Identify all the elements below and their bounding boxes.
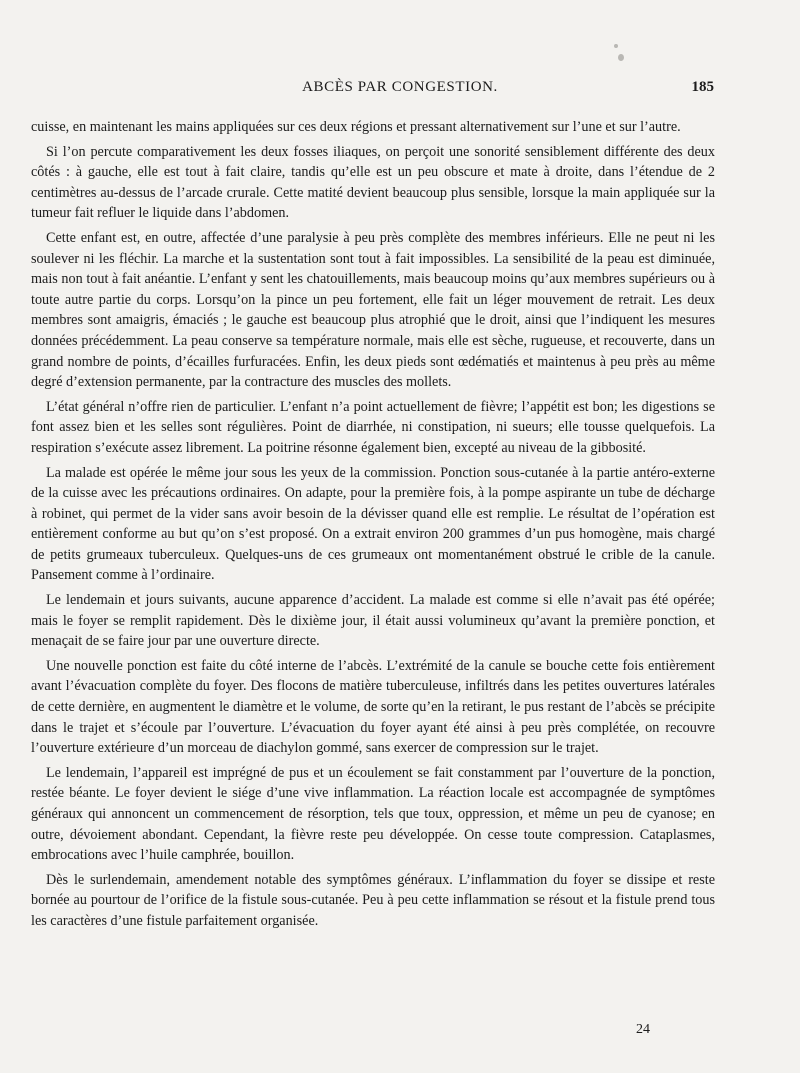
paragraph: Cette enfant est, en outre, affectée d’une paralysie à peu près complète des membres inférieurs. Elle ne peut ni les soulever ni les fléchir. La marche et la sustentation sont tout à fait impossibles. La sensibilité de la peau est diminuée, mais non tout à fait anéantie. L’enfant y sent les chatouillements, mais beaucoup moins qu’aux membres supérieurs ou à toute autre partie du corps. Lorsqu’on la pince un peu fortement, elle fait un léger mouvement de retrait. Les deux membres sont amaigris, émaciés ; le gauche est beaucoup plus atrophié que le droit, ainsi que l’indiquent les mesures données précédemment. La peau conserve sa température normale, mais elle est sèche, rugueuse, et recouverte, dans un grand nombre de points, d’écailles furfuracées. Enfin, les deux pieds sont œdématiés et maintenus à peu près au même degré d’extension permanente, par la contracture des muscles des mollets. <box>31 229 715 391</box>
paragraph: Dès le surlendemain, amendement notable des symptômes généraux. L’inflammation du foyer se dissipe et reste bornée au pourtour de l’orifice de la fistule sous-cutanée. Peu à peu cette inflammation se résout et la fistule prend tous les caractères d’une fistule parfaitement organisée. <box>31 871 715 929</box>
paragraph: Si l’on percute comparativement les deux fosses iliaques, on perçoit une sonorité sensiblement différente des deux côtés : à gauche, elle est tout à fait claire, tandis qu’elle est un peu obscure et mate à droite, dans l’étendue de 2 centimètres au-dessus de l’arcade crurale. Cette matité devient beaucoup plus sensible, lorsque la main appliquée sur la tumeur fait refluer le liquide dans l’abdomen. <box>31 143 715 222</box>
running-title: ABCÈS PAR CONGESTION. <box>302 79 498 95</box>
ink-speck <box>618 54 624 61</box>
ink-speck <box>614 44 618 48</box>
paragraph: Le lendemain, l’appareil est imprégné de pus et un écoulement se fait constamment par l’ouverture de la ponction, restée béante. Le foyer devient le siége d’une vive inflammation. La réaction locale est accompagnée de symptômes généraux qui annoncent un commencement de résorption, tels que toux, oppression, et même un peu de cyanose; en outre, dévoiement abondant. Cependant, la fièvre reste peu développée. On cesse toute compression. Cataplasmes, embrocations avec l’huile camphrée, bouillon. <box>31 764 715 864</box>
page-number: 185 <box>691 79 714 95</box>
paragraph: L’état général n’offre rien de particulier. L’enfant n’a point actuellement de fièvre; l’appétit est bon; les digestions se font assez bien et les selles sont régulières. Point de diarrhée, ni constipation, ni sueurs; elle tousse quelquefois. La respiration s’exécute assez librement. La poitrine résonne également bien, excepté au niveau de la gibbosité. <box>31 398 715 456</box>
paragraph: Le lendemain et jours suivants, aucune apparence d’accident. La malade est comme si elle n’avait pas été opérée; mais le foyer se remplit rapidement. Dès le dixième jour, il était aussi volumineux qu’avant la première ponction, et menaçait de se faire jour par une ouverture directe. <box>31 592 715 650</box>
paragraph: cuisse, en maintenant les mains appliquées sur ces deux régions et pressant alternativement sur l’une et sur l’autre. <box>31 119 681 135</box>
paragraph: La malade est opérée le même jour sous les yeux de la commission. Ponction sous-cutanée à la partie antéro-externe de la cuisse avec les précautions ordinaires. On adapte, pour la première fois, à la pompe aspirante un tube de décharge à robinet, qui permet de la vider sans avoir besoin de la dévisser quand elle est remplie. Le résultat de l’opération est entièrement conforme au but qu’on s’est proposé. On a extrait environ 200 grammes d’un pus homogène, mais chargé de petits grumeaux tuberculeux. Quelques-uns de ces grumeaux ont momentanément obstrué le crible de la canule. Pansement comme à l’ordinaire. <box>31 464 715 584</box>
paragraph: Une nouvelle ponction est faite du côté interne de l’abcès. L’extrémité de la canule se bouche cette fois entièrement avant l’évacuation complète du foyer. Des flocons de matière tuberculeuse, infiltrés dans les petites ouvertures latérales de cette dernière, en augmentent le diamètre et le volume, de sorte qu’en la retirant, le pus restant de l’abcès se précipite dans le trajet et s’écoule par l’ouverture. L’évacuation du foyer ayant été ainsi à peu près complétée, on recouvre l’ouverture extérieure d’un morceau de diachylon gommé, sans exercer de compression sur le trajet. <box>31 657 715 757</box>
running-head <box>0 79 800 101</box>
body-text <box>31 117 715 936</box>
signature-mark: 24 <box>636 1022 650 1037</box>
